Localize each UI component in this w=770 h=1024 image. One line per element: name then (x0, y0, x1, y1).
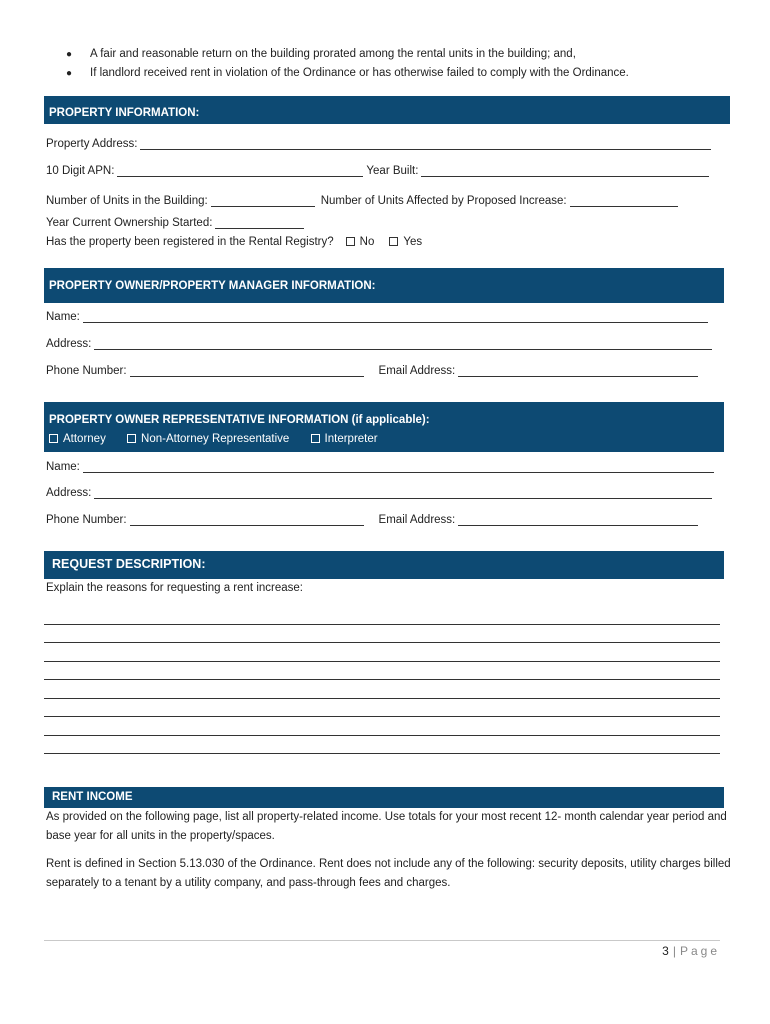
field-label: Address: (46, 338, 92, 350)
page-word: Page (679, 944, 720, 958)
bullet-icon: ● (66, 68, 73, 79)
rep-type-options (49, 433, 378, 445)
checkbox-icon[interactable] (49, 434, 58, 443)
units-field[interactable] (211, 196, 315, 207)
owner-email-field[interactable] (458, 366, 698, 377)
field-label: Number of Units in the Building: (46, 195, 208, 207)
field-label: Property Address: (46, 138, 138, 150)
checkbox-icon[interactable] (346, 237, 355, 246)
rent-income-header (44, 787, 724, 808)
owner-name-row (46, 307, 711, 323)
rep-name-row (46, 457, 717, 473)
section-title: PROPERTY OWNER/PROPERTY MANAGER INFORMATION: (49, 280, 376, 292)
checkbox-icon[interactable] (389, 237, 398, 246)
field-label: Phone Number: (46, 514, 127, 526)
rent-income-paragraph-1: As provided on the following page, list all property-related income. Use totals for your most recent 12- month calendar year period and base year for all units in the property/spaces. (46, 811, 727, 842)
rep-name-field[interactable] (83, 462, 714, 473)
section-title: REQUEST DESCRIPTION: (52, 557, 206, 571)
bullet-text: A fair and reasonable return on the building prorated among the rental units in the building; and, (90, 48, 576, 60)
registry-yes-option[interactable] (389, 236, 422, 248)
page-number: 3 (662, 944, 669, 958)
owner-address-field[interactable] (94, 339, 712, 350)
ownership-row (46, 213, 307, 229)
footer-divider (44, 940, 720, 941)
option-label: Interpreter (324, 433, 378, 445)
units-row (46, 191, 681, 207)
year-built-field[interactable] (421, 166, 709, 177)
field-label: Email Address: (378, 365, 456, 377)
answer-line[interactable] (44, 679, 720, 680)
property-address-field[interactable] (140, 139, 711, 150)
field-label: Name: (46, 311, 80, 323)
non-attorney-option[interactable] (127, 433, 289, 445)
apn-row (46, 161, 712, 177)
owner-name-field[interactable] (83, 312, 708, 323)
option-label: No (359, 236, 375, 248)
rep-info-header (44, 402, 724, 452)
option-label: Non-Attorney Representative (141, 433, 290, 445)
apn-field[interactable] (117, 166, 363, 177)
field-label: Has the property been registered in the Rental Registry? (46, 236, 334, 248)
rep-phone-field[interactable] (130, 515, 364, 526)
field-label: Year Built: (366, 165, 419, 177)
field-label: Phone Number: (46, 365, 127, 377)
option-label: Attorney (63, 433, 106, 445)
owner-address-row (46, 334, 715, 350)
list-item (66, 67, 629, 86)
rep-address-field[interactable] (94, 488, 712, 499)
field-label: Year Current Ownership Started: (46, 217, 213, 229)
answer-line[interactable] (44, 735, 720, 736)
field-label: 10 Digit APN: (46, 165, 115, 177)
request-header (44, 551, 724, 579)
request-prompt: Explain the reasons for requesting a rent increase: (46, 582, 303, 594)
page-footer (662, 944, 720, 958)
page-separator: | (672, 944, 676, 958)
owner-phone-field[interactable] (130, 366, 364, 377)
owner-contact-row (46, 361, 701, 377)
owner-info-header (44, 268, 724, 303)
answer-line[interactable] (44, 642, 720, 643)
property-info-header (44, 96, 730, 124)
field-label: Email Address: (378, 514, 456, 526)
rep-email-field[interactable] (458, 515, 698, 526)
section-title: PROPERTY INFORMATION: (49, 107, 200, 119)
registry-row (46, 232, 422, 248)
field-label: Number of Units Affected by Proposed Increase: (320, 195, 567, 207)
list-item (66, 48, 629, 67)
answer-line[interactable] (44, 716, 720, 717)
section-title: RENT INCOME (52, 791, 133, 803)
property-address-row (46, 134, 714, 150)
answer-line[interactable] (44, 753, 720, 754)
answer-line[interactable] (44, 661, 720, 662)
field-label: Address: (46, 487, 92, 499)
field-label: Name: (46, 461, 80, 473)
ownership-year-field[interactable] (215, 218, 304, 229)
rent-income-paragraph-2: Rent is defined in Section 5.13.030 of the Ordinance. Rent does not include any of the following: security deposits, utility charges billed separately to a tenant by a utility company, and pass-through fees and charges. (46, 858, 731, 889)
bullet-icon: ● (66, 49, 73, 60)
answer-line[interactable] (44, 624, 720, 625)
interpreter-option[interactable] (311, 433, 378, 445)
intro-bullet-list (66, 48, 629, 86)
answer-line[interactable] (44, 698, 720, 699)
registry-no-option[interactable] (346, 236, 375, 248)
section-title: PROPERTY OWNER REPRESENTATIVE INFORMATION (if applicable): (49, 414, 430, 426)
bullet-text: If landlord received rent in violation of the Ordinance or has otherwise failed to comply with the Ordinance. (90, 67, 629, 79)
option-label: Yes (403, 236, 423, 248)
checkbox-icon[interactable] (311, 434, 320, 443)
rep-address-row (46, 483, 715, 499)
attorney-option[interactable] (49, 433, 106, 445)
units-affected-field[interactable] (570, 196, 678, 207)
checkbox-icon[interactable] (127, 434, 136, 443)
rep-contact-row (46, 510, 701, 526)
